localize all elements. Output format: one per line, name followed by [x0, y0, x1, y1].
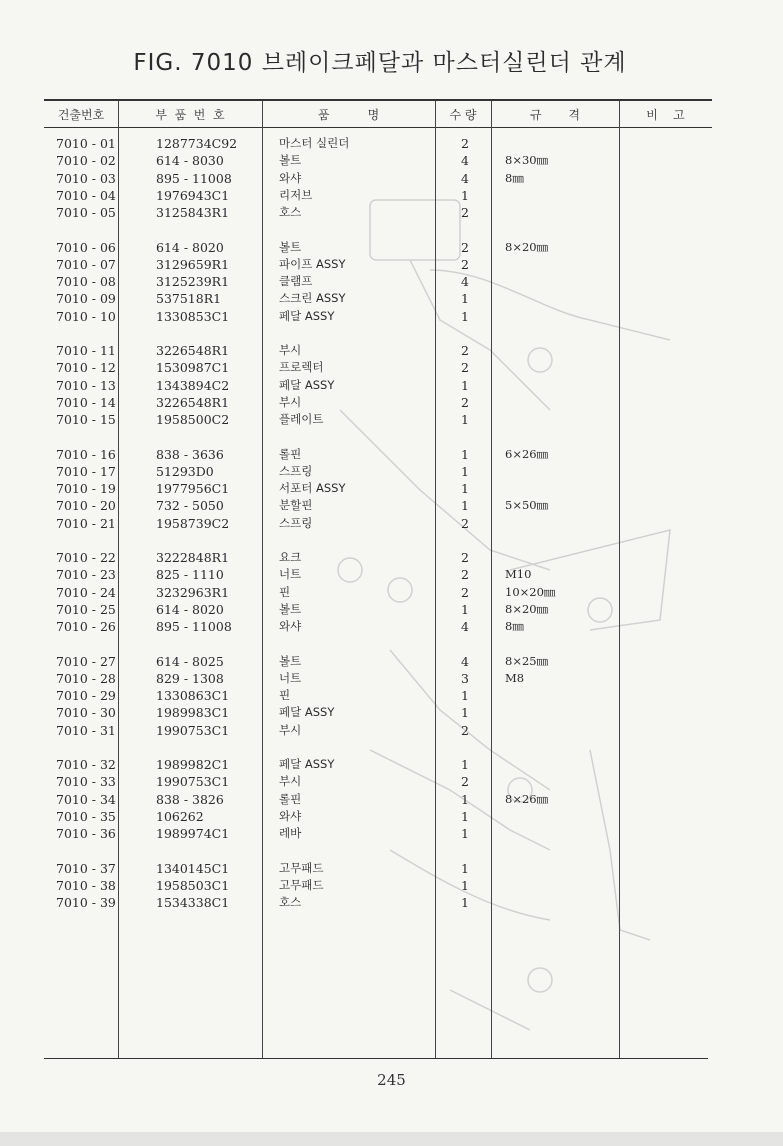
row-part-number: 1990753C1: [156, 722, 230, 738]
table-row: [0, 308, 783, 325]
row-part-name: 요크: [279, 550, 302, 564]
row-specification: 10×20㎜: [505, 584, 556, 599]
row-code: 7010 - 30: [56, 705, 116, 721]
row-quantity: 2: [461, 205, 469, 220]
row-part-name: 서포터 ASSY: [279, 481, 346, 495]
table-row: [0, 359, 783, 376]
row-part-name: 페달 ASSY: [279, 308, 335, 323]
row-quantity: 2: [461, 343, 469, 358]
row-specification: 8×20㎜: [505, 601, 549, 616]
row-quantity: 2: [461, 256, 469, 272]
header-spec: 규 격: [530, 108, 580, 122]
row-quantity: 1: [461, 601, 469, 617]
row-part-number: 1989974C1: [156, 826, 230, 841]
table-row: [0, 566, 783, 583]
row-quantity: 1: [461, 377, 469, 393]
row-part-number: 895 - 11008: [156, 170, 232, 186]
row-code: 7010 - 26: [56, 619, 116, 634]
row-quantity: 2: [461, 584, 469, 600]
row-code: 7010 - 23: [56, 567, 116, 583]
row-quantity: 4: [461, 170, 469, 186]
row-quantity: 1: [461, 463, 469, 479]
row-part-name: 롤핀: [279, 446, 302, 461]
row-specification: 5×50㎜: [505, 498, 549, 513]
row-part-number: 1530987C1: [156, 360, 230, 376]
table-row: [0, 377, 783, 394]
table-row: [0, 497, 783, 514]
row-quantity: 1: [461, 291, 469, 307]
row-quantity: 1: [461, 187, 469, 203]
row-specification: 8×30㎜: [505, 153, 549, 168]
row-part-name: 볼트: [279, 153, 302, 168]
row-part-number: 1340145C1: [156, 860, 230, 876]
table-row: [0, 256, 783, 273]
row-code: 7010 - 04: [56, 187, 116, 203]
row-code: 7010 - 09: [56, 291, 116, 307]
row-part-name: 마스터 실린더: [279, 136, 350, 150]
row-quantity: 1: [461, 688, 469, 703]
row-part-name: 고무패드: [279, 860, 324, 875]
row-code: 7010 - 02: [56, 153, 116, 169]
row-part-name: 와샤: [279, 808, 302, 823]
header-remarks: 비 고: [646, 108, 685, 122]
row-quantity: 2: [461, 774, 469, 790]
row-part-name: 페달 ASSY: [279, 705, 335, 720]
row-quantity: 1: [461, 895, 469, 910]
row-code: 7010 - 19: [56, 481, 116, 496]
row-part-number: 3129659R1: [156, 256, 230, 272]
row-code: 7010 - 36: [56, 826, 116, 841]
row-part-number: 3226548R1: [156, 394, 230, 410]
row-part-number: 614 - 8025: [156, 653, 224, 669]
row-code: 7010 - 24: [56, 584, 116, 600]
row-part-name: 부시: [279, 394, 302, 409]
row-part-name: 고무패드: [279, 877, 324, 892]
row-code: 7010 - 29: [56, 688, 116, 703]
header-code: 건출번호: [57, 108, 105, 122]
row-quantity: 2: [461, 394, 469, 410]
header-bottom-rule: [44, 127, 712, 128]
table-row: [0, 549, 783, 566]
row-part-name: 리저브: [279, 187, 313, 202]
row-code: 7010 - 01: [56, 136, 116, 151]
row-part-number: 829 - 1308: [156, 670, 224, 686]
row-part-name: 부시: [279, 722, 302, 737]
row-code: 7010 - 13: [56, 377, 116, 393]
row-part-name: 볼트: [279, 239, 302, 254]
row-specification: 6×26㎜: [505, 446, 549, 461]
table-row: [0, 773, 783, 790]
row-part-number: 1976943C1: [156, 187, 230, 203]
row-code: 7010 - 05: [56, 205, 116, 220]
row-part-name: 페달 ASSY: [279, 377, 335, 392]
table-row: [0, 687, 783, 704]
row-part-number: 614 - 8030: [156, 153, 224, 169]
row-code: 7010 - 31: [56, 722, 116, 738]
table-row: [0, 411, 783, 428]
row-part-name: 너트: [279, 567, 302, 582]
table-row: [0, 791, 783, 808]
row-quantity: 1: [461, 808, 469, 824]
table-row: [0, 273, 783, 290]
table-row: [0, 704, 783, 721]
row-code: 7010 - 16: [56, 446, 116, 462]
row-part-number: 1330863C1: [156, 688, 230, 703]
row-part-number: 106262: [156, 808, 204, 824]
row-quantity: 4: [461, 274, 469, 289]
row-quantity: 2: [461, 136, 469, 151]
row-code: 7010 - 38: [56, 877, 116, 893]
row-code: 7010 - 33: [56, 774, 116, 790]
row-part-name: 프로렉터: [279, 360, 324, 375]
row-quantity: 1: [461, 877, 469, 893]
row-code: 7010 - 15: [56, 412, 116, 427]
row-part-name: 분할핀: [279, 498, 313, 513]
row-quantity: 1: [461, 705, 469, 721]
row-code: 7010 - 22: [56, 550, 116, 565]
row-part-name: 스프링: [279, 463, 313, 478]
row-code: 7010 - 25: [56, 601, 116, 617]
row-quantity: 2: [461, 360, 469, 376]
row-code: 7010 - 39: [56, 895, 116, 910]
row-part-number: 825 - 1110: [156, 567, 224, 583]
row-quantity: 1: [461, 308, 469, 324]
page-title: FIG. 7010 브레이크페달과 마스터실린더 관계: [133, 50, 627, 76]
table-row: [0, 808, 783, 825]
row-quantity: 2: [461, 239, 469, 255]
row-part-number: 1989983C1: [156, 705, 230, 721]
row-quantity: 1: [461, 481, 469, 496]
row-quantity: 3: [461, 670, 469, 686]
table-row: [0, 756, 783, 773]
row-part-name: 와샤: [279, 170, 302, 185]
row-code: 7010 - 17: [56, 463, 116, 479]
row-part-number: 1958503C1: [156, 877, 230, 893]
row-code: 7010 - 34: [56, 791, 116, 807]
row-part-name: 너트: [279, 670, 302, 685]
row-quantity: 1: [461, 791, 469, 807]
row-part-number: 614 - 8020: [156, 239, 224, 255]
row-part-number: 51293D0: [156, 463, 214, 479]
row-part-name: 페달 ASSY: [279, 757, 335, 771]
scan-edge: [0, 1132, 783, 1146]
table-row: [0, 480, 783, 497]
table-row: [0, 152, 783, 169]
row-code: 7010 - 21: [56, 515, 116, 531]
row-code: 7010 - 11: [56, 343, 116, 358]
row-specification: 8㎜: [505, 619, 524, 633]
row-part-number: 1958739C2: [156, 515, 230, 531]
row-quantity: 1: [461, 498, 469, 514]
table-row: [0, 515, 783, 532]
row-part-name: 스크린 ASSY: [279, 291, 346, 306]
row-part-number: 1287734C92: [156, 136, 238, 151]
row-specification: M8: [505, 670, 525, 685]
row-quantity: 1: [461, 860, 469, 876]
row-part-name: 부시: [279, 774, 302, 789]
table-row: [0, 342, 783, 359]
row-part-name: 파이프 ASSY: [279, 256, 346, 271]
row-specification: M10: [505, 567, 532, 582]
row-part-number: 895 - 11008: [156, 619, 232, 634]
table-row: [0, 170, 783, 187]
table-row: [0, 894, 783, 911]
row-part-number: 1534338C1: [156, 895, 230, 910]
row-part-number: 1989982C1: [156, 757, 230, 772]
row-part-name: 레바: [279, 826, 302, 840]
table-row: [0, 670, 783, 687]
row-quantity: 1: [461, 757, 469, 772]
table-bottom-rule: [44, 1058, 708, 1059]
row-code: 7010 - 20: [56, 498, 116, 514]
row-part-number: 3222848R1: [156, 550, 230, 565]
row-part-number: 1330853C1: [156, 308, 230, 324]
row-part-number: 1958500C2: [156, 412, 230, 427]
row-part-name: 스프링: [279, 515, 313, 530]
header-top-rule: [44, 99, 712, 101]
row-code: 7010 - 28: [56, 670, 116, 686]
table-row: [0, 653, 783, 670]
row-part-name: 롤핀: [279, 791, 302, 806]
table-row: [0, 446, 783, 463]
row-quantity: 2: [461, 567, 469, 583]
row-part-name: 플레이트: [279, 412, 324, 426]
header-name: 품 명: [317, 108, 380, 122]
row-part-name: 클램프: [279, 274, 313, 288]
row-specification: 8×25㎜: [505, 653, 549, 668]
row-code: 7010 - 35: [56, 808, 116, 824]
table-row: [0, 877, 783, 894]
table-row: [0, 394, 783, 411]
row-part-number: 3226548R1: [156, 343, 230, 358]
row-part-name: 볼트: [279, 653, 302, 668]
header-part-no: 부 품 번 호: [155, 108, 225, 122]
table-row: [0, 187, 783, 204]
table-row: [0, 239, 783, 256]
row-code: 7010 - 06: [56, 239, 116, 255]
row-part-number: 3125843R1: [156, 205, 230, 220]
table-row: [0, 825, 783, 842]
table-row: [0, 584, 783, 601]
row-code: 7010 - 37: [56, 860, 116, 876]
row-part-number: 838 - 3636: [156, 446, 224, 462]
page-number: 245: [377, 1071, 406, 1089]
row-code: 7010 - 07: [56, 256, 116, 272]
row-part-number: 614 - 8020: [156, 601, 224, 617]
row-specification: 8㎜: [505, 170, 524, 185]
table-row: [0, 601, 783, 618]
row-quantity: 4: [461, 653, 469, 669]
row-code: 7010 - 08: [56, 274, 116, 289]
row-part-name: 호스: [279, 895, 302, 909]
table-row: [0, 204, 783, 221]
table-row: [0, 290, 783, 307]
row-part-number: 1977956C1: [156, 481, 230, 496]
row-part-name: 부시: [279, 343, 302, 357]
row-part-number: 1990753C1: [156, 774, 230, 790]
table-row: [0, 722, 783, 739]
row-part-name: 핀: [279, 688, 291, 702]
row-quantity: 1: [461, 826, 469, 841]
row-quantity: 2: [461, 515, 469, 531]
row-specification: 8×20㎜: [505, 239, 549, 254]
row-part-name: 호스: [279, 205, 302, 219]
row-code: 7010 - 27: [56, 653, 116, 669]
table-row: [0, 463, 783, 480]
row-quantity: 4: [461, 153, 469, 169]
row-part-name: 볼트: [279, 601, 302, 616]
row-code: 7010 - 32: [56, 757, 116, 772]
row-part-number: 3125239R1: [156, 274, 230, 289]
row-code: 7010 - 14: [56, 394, 116, 410]
row-part-name: 핀: [279, 584, 291, 599]
row-code: 7010 - 10: [56, 308, 116, 324]
row-specification: 8×26㎜: [505, 791, 549, 806]
row-quantity: 4: [461, 619, 469, 634]
row-part-number: 537518R1: [156, 291, 222, 307]
table-row: [0, 618, 783, 635]
row-code: 7010 - 12: [56, 360, 116, 376]
row-quantity: 1: [461, 412, 469, 427]
table-row: [0, 135, 783, 152]
row-part-number: 838 - 3826: [156, 791, 224, 807]
row-part-number: 732 - 5050: [156, 498, 224, 514]
row-part-name: 와샤: [279, 619, 302, 633]
table-row: [0, 860, 783, 877]
row-quantity: 2: [461, 550, 469, 565]
row-part-number: 3232963R1: [156, 584, 230, 600]
header-qty: 수 량: [449, 108, 477, 122]
row-quantity: 1: [461, 446, 469, 462]
row-quantity: 2: [461, 722, 469, 738]
row-code: 7010 - 03: [56, 170, 116, 186]
row-part-number: 1343894C2: [156, 377, 230, 393]
